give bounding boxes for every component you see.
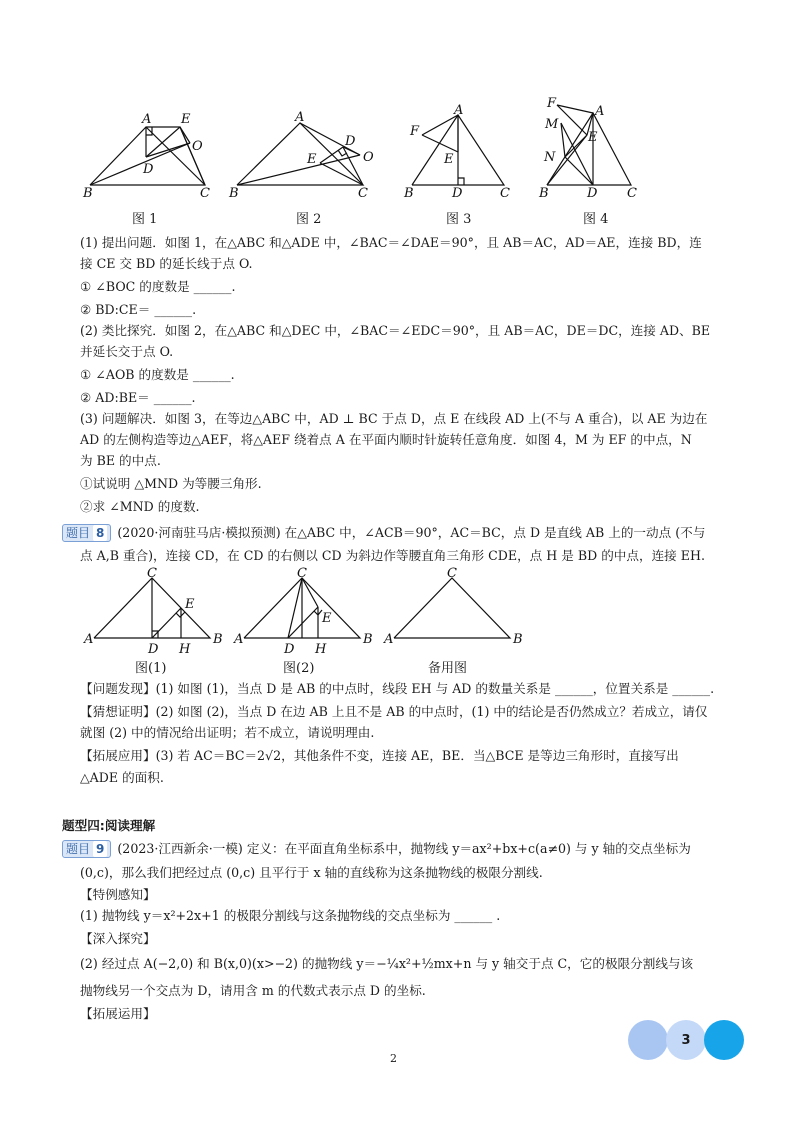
q7-line-11: 为 BE 的中点. bbox=[80, 453, 161, 468]
svg-text:E: E bbox=[322, 611, 332, 626]
q8-spare-figure-drawing bbox=[380, 565, 530, 655]
q7-line-8: ② AD:BE＝ ______. bbox=[80, 390, 196, 405]
q7-line-9: (3) 问题解决．如图 3，在等边△ABC 中，AD ⊥ BC 于点 D，点 E 在线段 AD 上(不与 A 重合)，以 AE 为边在 bbox=[80, 411, 708, 426]
q8-figure-2 bbox=[230, 565, 380, 655]
svg-text:C: C bbox=[297, 566, 307, 581]
svg-text:F: F bbox=[547, 96, 557, 111]
corner-circle-left bbox=[628, 1020, 668, 1060]
q7-line-12: ①试说明 △MND 为等腰三角形. bbox=[80, 476, 262, 491]
svg-text:O: O bbox=[192, 139, 203, 154]
question-tag-9: 题目 9 bbox=[62, 840, 111, 858]
q9-text-5: 抛物线另一个交点为 D，请用含 m 的代数式表示点 D 的坐标. bbox=[80, 983, 426, 998]
q7-line-4: ② BD:CE＝ ______. bbox=[80, 302, 197, 317]
figure-3-caption: 图 3 bbox=[446, 212, 472, 227]
q8-text-2: 【猜想证明】(2) 如图 (2)，当点 D 在边 AB 上且不是 AB 的中点时，(1) 中的结论是否仍然成立？若成立，请仅 bbox=[80, 704, 708, 719]
svg-text:M: M bbox=[545, 117, 559, 132]
svg-text:D: D bbox=[587, 186, 598, 201]
svg-text:D: D bbox=[345, 134, 356, 149]
svg-text:A: A bbox=[295, 110, 305, 125]
q7-line-10: AD 的左侧构造等边△AEF，将△AEF 绕着点 A 在平面内顺时针旋转任意角度．如图 4，M 为 EF 的中点，N bbox=[80, 432, 692, 447]
svg-text:A: A bbox=[84, 632, 94, 647]
q8-text-4: 【拓展应用】(3) 若 AC＝BC＝2√2，其他条件不变，连接 AE，BE．当△BCE 是等边三角形时，直接写出 bbox=[80, 748, 679, 763]
figure-2-caption: 图 2 bbox=[296, 212, 322, 227]
svg-text:H: H bbox=[179, 642, 191, 655]
figure-2-drawing bbox=[225, 105, 385, 205]
page-number: 2 bbox=[390, 1052, 397, 1065]
figure-1 bbox=[80, 105, 215, 205]
q9-text-3: 【深入探究】 bbox=[80, 931, 156, 946]
q8-intro-1: (2020·河南驻马店·模拟预测) 在△ABC 中，∠ACB＝90°，AC＝BC，点 D 是直线 AB 上的一动点 (不与 bbox=[117, 525, 706, 540]
q7-line-1: (1) 提出问题．如图 1，在△ABC 和△ADE 中，∠BAC＝∠DAE＝90°，且 AB＝AC，AD＝AE，连接 BD，连 bbox=[80, 235, 702, 250]
q8-text-5: △ADE 的面积. bbox=[80, 770, 164, 785]
svg-text:E: E bbox=[588, 130, 598, 145]
q8-spare-figure bbox=[380, 565, 530, 655]
q7-line-3: ① ∠BOC 的度数是 ______. bbox=[80, 279, 236, 294]
figure-1-drawing bbox=[80, 105, 215, 205]
figure-1-caption: 图 1 bbox=[132, 212, 158, 227]
svg-text:H: H bbox=[315, 642, 327, 655]
q8-spare-figure-caption: 备用图 bbox=[428, 661, 468, 676]
svg-text:E: E bbox=[185, 597, 195, 612]
svg-text:B: B bbox=[363, 632, 373, 647]
section-heading: 题型四:阅读理解 bbox=[62, 818, 156, 833]
figure-3-drawing bbox=[400, 100, 515, 205]
svg-text:C: C bbox=[147, 566, 157, 581]
svg-text:A: A bbox=[142, 112, 152, 127]
q7-line-2: 接 CE 交 BD 的延长线于点 O. bbox=[80, 256, 253, 271]
svg-text:D: D bbox=[452, 186, 463, 201]
svg-text:D: D bbox=[284, 642, 295, 655]
svg-text:E: E bbox=[444, 152, 454, 167]
q7-line-13: ②求 ∠MND 的度数. bbox=[80, 499, 200, 514]
svg-text:A: A bbox=[234, 632, 244, 647]
svg-text:B: B bbox=[83, 186, 93, 201]
q9-text-4: (2) 经过点 A(−2,0) 和 B(x,0)(x>−2) 的抛物线 y＝−¼x²+½mx+n 与 y 轴交于点 C，它的极限分割线与该 bbox=[80, 956, 694, 971]
question-tag-8: 题目 8 bbox=[62, 524, 111, 542]
svg-text:A: A bbox=[454, 103, 464, 118]
svg-text:E: E bbox=[307, 152, 317, 167]
q9-line-2: (0,c)，那么我们把经过点 (0,c) 且平行于 x 轴的直线称为这条抛物线的极限分割线. bbox=[80, 865, 543, 880]
svg-text:N: N bbox=[544, 150, 556, 165]
q8-figure-2-drawing bbox=[230, 565, 380, 655]
corner-page-badge: 3 bbox=[666, 1020, 706, 1060]
q7-line-6: 并延长交于点 O. bbox=[80, 344, 174, 359]
q9-text-1: 【特例感知】 bbox=[80, 887, 156, 902]
q8-text-1: 【问题发现】(1) 如图 (1)，当点 D 是 AB 的中点时，线段 EH 与 AD 的数量关系是 ______，位置关系是 ______. bbox=[80, 681, 715, 696]
svg-text:B: B bbox=[213, 632, 223, 647]
q7-line-7: ① ∠AOB 的度数是 ______. bbox=[80, 367, 235, 382]
q7-line-5: (2) 类比探究．如图 2，在△ABC 和△DEC 中，∠BAC＝∠EDC＝90°，且 AB＝AC，DE＝DC，连接 AD、BE bbox=[80, 323, 711, 338]
svg-text:A: A bbox=[595, 104, 605, 119]
figure-3 bbox=[400, 100, 515, 205]
corner-circle-right bbox=[704, 1020, 744, 1060]
q9-intro-1: (2023·江西新余·一模) 定义：在平面直角坐标系中，抛物线 y＝ax²+bx+c(a≠0) 与 y 轴的交点坐标为 bbox=[117, 841, 691, 856]
q9-text-6: 【拓展运用】 bbox=[80, 1006, 156, 1021]
q8-line-1 bbox=[62, 524, 722, 542]
q8-figure-1-drawing bbox=[80, 565, 230, 655]
svg-text:E: E bbox=[181, 112, 191, 127]
svg-text:D: D bbox=[143, 162, 154, 177]
q9-text-2: (1) 抛物线 y＝x²+2x+1 的极限分割线与这条抛物线的交点坐标为 ______ . bbox=[80, 908, 501, 923]
q8-line-2: 点 A,B 重合)，连接 CD，在 CD 的右侧以 CD 为斜边作等腰直角三角形 CDE，点 H 是 BD 的中点，连接 EH. bbox=[80, 548, 705, 563]
svg-text:A: A bbox=[384, 632, 394, 647]
figure-4-drawing bbox=[535, 95, 645, 205]
q9-line-1 bbox=[62, 840, 722, 858]
svg-text:O: O bbox=[363, 150, 374, 165]
svg-text:C: C bbox=[627, 186, 637, 201]
svg-text:C: C bbox=[500, 186, 510, 201]
q8-figure-1-caption: 图(1) bbox=[135, 661, 167, 676]
q8-figure-2-caption: 图(2) bbox=[283, 661, 315, 676]
figure-2 bbox=[225, 105, 385, 205]
svg-text:C: C bbox=[200, 186, 210, 201]
q8-figure-1 bbox=[80, 565, 230, 655]
figure-4 bbox=[535, 95, 645, 205]
svg-text:F: F bbox=[410, 124, 420, 139]
svg-text:B: B bbox=[229, 186, 239, 201]
svg-text:B: B bbox=[404, 186, 414, 201]
figure-4-caption: 图 4 bbox=[583, 212, 609, 227]
svg-text:D: D bbox=[148, 642, 159, 655]
q8-text-3: 就图 (2) 中的情况给出证明；若不成立，请说明理由. bbox=[80, 725, 375, 740]
svg-text:B: B bbox=[539, 186, 549, 201]
svg-text:B: B bbox=[513, 632, 523, 647]
svg-text:C: C bbox=[447, 566, 457, 581]
svg-text:C: C bbox=[358, 186, 368, 201]
